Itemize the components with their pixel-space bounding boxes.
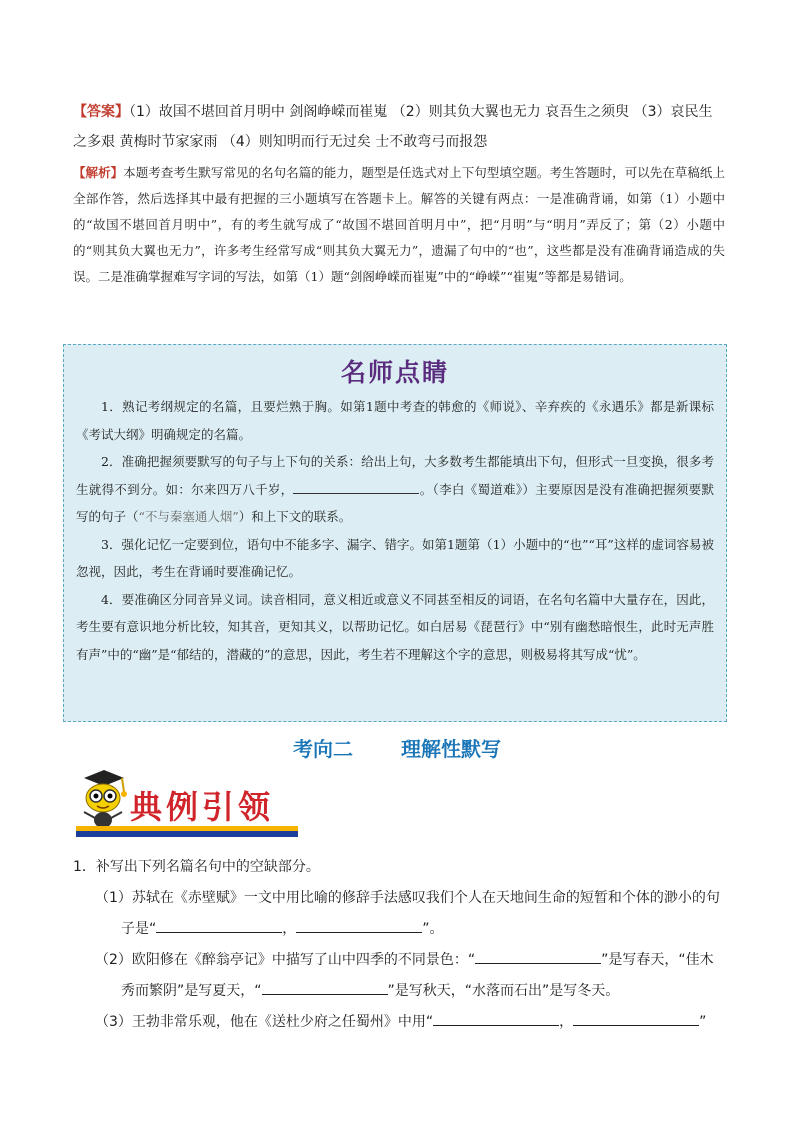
section-heading — [0, 733, 794, 762]
section-title: 理解性默写 — [401, 737, 501, 761]
q-text: ， — [559, 1014, 574, 1030]
answer-blank[interactable] — [573, 1010, 699, 1026]
answer-blank[interactable] — [433, 1010, 559, 1026]
q-text: ”是写秋天，“水落而石出”是写冬天。 — [387, 983, 620, 999]
answer-blank[interactable] — [262, 979, 388, 995]
q-text: ” — [699, 1014, 707, 1030]
q-text: ”。 — [422, 921, 444, 937]
question-1-1-line2 — [73, 914, 725, 945]
banner-text: 典例引领 — [130, 788, 275, 826]
q-text: ”是写春天，“佳木 — [601, 952, 714, 968]
tip-item-2-text-a: 2．准确把握须要默写的句子与上下句的关系：给出上句，大多数考生都能填出下句，但形式一旦变换，很多考生就得不到分。如：尔来四万八千岁， — [76, 454, 714, 497]
q-text: （2）欧阳修在《醉翁亭记》中描写了山中四季的不同景色：“ — [95, 952, 476, 968]
tip-box — [63, 344, 727, 722]
answer-label: 【答案】 — [73, 104, 129, 120]
q-text: （3）王勃非常乐观，他在《送杜少府之任蜀州》中用“ — [95, 1014, 434, 1030]
q-text: 子是“ — [121, 921, 157, 937]
fill-blank — [293, 479, 419, 494]
answer-blank[interactable] — [296, 917, 422, 933]
question-1: 1．补写出下列名篇名句中的空缺部分。 — [73, 859, 320, 875]
question-1-1-line1: （1）苏轼在《赤壁赋》一文中用比喻的修辞手法感叹我们个人在天地间生命的短暂和个体的渺小的句 — [95, 890, 720, 906]
section-number: 考向二 — [293, 737, 353, 761]
answer-blank[interactable] — [475, 948, 601, 964]
tip-item-4: 4．要准确区分同音异义词。读音相同，意义相近或意义不同甚至相反的词语，在名句名篇中大量存在，因此，考生要有意识地分析比较，知其音，更知其义，以帮助记忆。如白居易《琵琶行》中“别有幽愁暗恨生，此时无声胜有声”中的“幽”是“郁结的，潜藏的”的意思，因此，考生若不理解这个字的意思，则极易将其写成“忧”。 — [76, 591, 714, 662]
questions-block — [73, 852, 725, 1038]
question-1-2-line1 — [73, 945, 725, 976]
tip-item-3: 3．强化记忆一定要到位，语句中不能多字、漏字、错字。如第1题第（1）小题中的“也”“耳”这样的虚词容易被忽视，因此，考生在背诵时要准确记忆。 — [76, 536, 714, 579]
answer-block — [73, 97, 725, 157]
tip-item-2-text-b: 。（李白《蜀道难》）主要原因是没有准确把握须要默写的句子（ — [76, 481, 714, 524]
analysis-block — [73, 160, 725, 290]
tip-item-2 — [76, 448, 714, 531]
q-text: ， — [282, 921, 297, 937]
tip-item-2-quote: “不与秦塞通人烟” — [138, 509, 239, 524]
mascot-icon — [70, 768, 134, 834]
analysis-label: 【解析】 — [73, 165, 124, 180]
answer-text: （1）故国不堪回首月明中 剑阁峥嵘而崔嵬 （2）则其负大翼也无力 哀吾生之须臾 （3）哀民生之多艰 黄梅时节家家雨 （4）则知明而行无过矣 士不敢弯弓而报怨 — [73, 104, 713, 150]
tip-item-1: 1．熟记考纲规定的名篇，且要烂熟于胸。如第1题中考查的韩愈的《师说》、辛弃疾的《永遇乐》都是新课标《考试大纲》明确规定的名篇。 — [76, 399, 714, 442]
answer-blank[interactable] — [156, 917, 282, 933]
question-1-2-line2 — [73, 976, 725, 1007]
analysis-text: 本题考查考生默写常见的名句名篇的能力，题型是任选式对上下句型填空题。考生答题时，可以先在草稿纸上全部作答，然后选择其中最有把握的三小题填写在答题卡上。解答的关键有两点：一是准确背诵，如第（1）小题中的“故国不堪回首月明中”，有的考生就写成了“故国不堪回首明月中”，把“月明”与“明月”弄反了；第（2）小题中的“则其负大翼也无力”，许多考生经常写成“则其负大翼无力”，遗漏了句中的“也”，这些都是没有准确背诵造成的失误。二是准确掌握难写字词的写法，如第（1）题“剑阁峥嵘而崔嵬”中的“峥嵘”“崔嵬”等都是易错词。 — [73, 165, 725, 284]
q-text: 秀而繁阴”是写夏天，“ — [121, 983, 262, 999]
tip-item-2-text-d: ）和上下文的联系。 — [238, 509, 352, 524]
example-banner — [70, 768, 300, 840]
question-1-3-line1 — [73, 1007, 725, 1038]
tip-title: 名师点睛 — [340, 358, 449, 387]
banner-bar-blue — [76, 831, 298, 837]
